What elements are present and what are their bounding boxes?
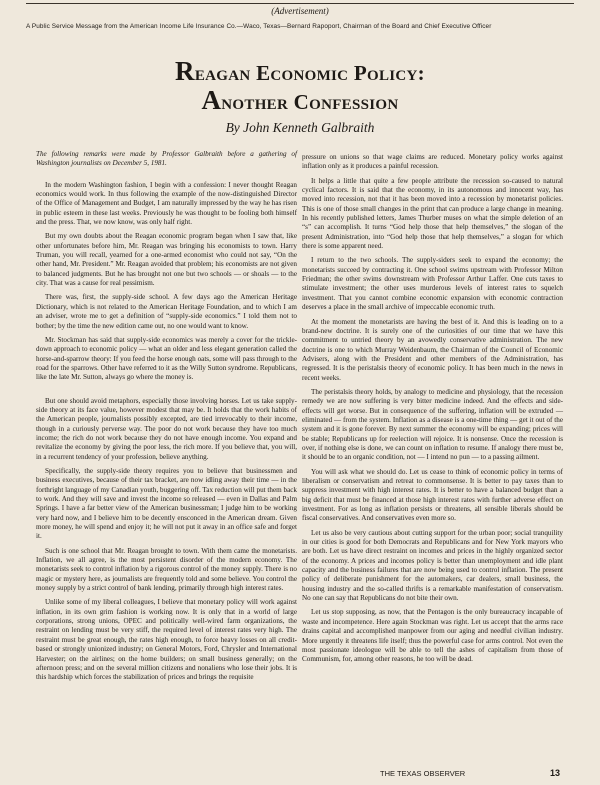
- paragraph: At the moment the monetarists are having the best of it. And this is leading on to a brand-new doctrine. It is surely one of the curiosities of our time that we have this commitment to untried theory by an avowedly conservative administration. The new doctrine is one to which Murray Weidenbaum, the Chairman of the Council of Economic Advisers, along with the President and other members of the Administration, has regressed. It is the peristalsis theory of economic policy. It has been much in the news in recent weeks.: [302, 317, 563, 382]
- publication-name: THE TEXAS OBSERVER: [380, 768, 466, 778]
- byline: By John Kenneth Galbraith: [225, 120, 375, 135]
- page-footer: [380, 768, 560, 778]
- title-line-2: Another Confession: [201, 85, 399, 115]
- paragraph: I return to the two schools. The supply-siders seek to expand the economy; the monetarists succeed by contracting it. One school swims upstream with Professor Milton Friedman; the other swims downstream with Professor Arthur Laffer. One cuts taxes to stimulate investment; the other uses murderous levels of interest rates to squelch investment. That you cannot combine economic expansion with economic contraction deserves a place in the small archive of impeccable economic truth.: [302, 256, 563, 312]
- paragraph: But one should avoid metaphors, especially those involving horses. Let us take supply-side theory at its face value, however modest that may be. It holds that the work habits of the American people, journalists possibly excepted, are tied irrevocably to their income, though in a curiously perverse way. The poor do not work because they have too much income; the rich do not work because they do not have enough income. You expand and revitalize the economy by giving the poor less, the rich more. If you believe that, you will, in a recurrent tendency of your profession, believe anything.: [36, 396, 297, 461]
- paragraph: It helps a little that quite a few people attribute the recession so-caused to natural cyclical factors. It is said that the economy, in its autonomous and innocent way, has moved into recession, not that it has been moved into a recession by monetarist policies. This is one of those small changes in the print that can produce a large change in meaning. In his recently published letters, James Thurber muses on what the simple deletion of an “s” can accomplish. It turns “God help those that help themselves,” the slogan of the present Administration, into “God help those that help themselves,” a slogan for which there is some apparent need.: [302, 176, 563, 251]
- paragraph: Specifically, the supply-side theory requires you to believe that businessmen and business executives, because of their tax bracket, are now idling away their time — in the forthright language of my Canadian youth, buggering off. Tax reduction will put them back to work. And they will save and invest the income so released — even in Dallas and Palm Springs. I have a far better view of the American businessman; I judge him to be working very hard now, and I believe him to be decently ensconced in the American dream. Given more money, he will spend and enjoy it; he will not put it away in an office safe and forget it.: [36, 466, 297, 541]
- page-number: 13: [549, 768, 560, 778]
- paragraph: The peristalsis theory holds, by analogy to medicine and physiology, that the recession remedy we are now suffering is very bitter medicine indeed. And the effects and side-effects will get worse. But in consequence of the suffering, inflation will be extruded — eliminated — from the system. Inflation as a disease is a one-time thing — get it out of the system and it is gone forever. By next summer the economy will be expanding; prices will be stable; Republicans up for reelection will rejoice. It is nonsense. Once the recession is over, if nothing else is done, we can count on inflation to resume. If analogy there must be, it should be to an organic condition, not — I intend no pun — to a passing ailment.: [302, 387, 563, 462]
- paragraph: But my own doubts about the Reagan economic program began when I saw that, like other unfortunates before him, Mr. Reagan was bringing his economists to town. Harry Truman, you will recall, yearned for a one-armed economist who could not say, “On the other hand, Mr. President.” Mr. Reagan avoided that problem; his economists are not given to balanced judgments. But he has brought not one but two schools — or shoals — to the city. That was a cause for real pessimism.: [36, 232, 297, 288]
- paragraph: Such is one school that Mr. Reagan brought to town. With them came the monetarists. Inflation, we all agree, is the most persistent disorder of the modern economy. The monetarists seek to control inflation by a rigorous control of the money supply. There is no magic or mystery here, as journalists are frequently told and some believe. You control the money supply by a strict control of bank lending, primarily through high interest rates.: [36, 546, 297, 593]
- article-title: [26, 58, 574, 116]
- paragraph: pressure on unions so that wage claims are reduced. Monetary policy works against inflation only as it produces a painful recession.: [302, 153, 563, 171]
- left-column: [36, 150, 297, 688]
- paragraph: You will ask what we should do. Let us cease to think of economic policy in terms of liberalism or conservatism and retreat to commonsense. It is better to pay taxes than to suppress investment with high interest rates. It is better to have a balanced budget than a big deficit that must be financed at those high interest rates with further adverse effect on investment. For as long as inflation persists or threatens, all sensible liberals should be fiscal conservatives. And conservatives even more so.: [302, 467, 563, 523]
- intro-note: The following remarks were made by Professor Galbraith before a gathering of Washington journalists on December 5, 1981.: [36, 150, 297, 168]
- paragraph: There was, first, the supply-side school. A few days ago the American Heritage Dictionary, which is not related to the American Heritage Foundation, and to which I am an adviser, wrote me to get a definition of “supply-side economics.” I told them not to bother; by the time the new edition came out, no one would want to know.: [36, 293, 297, 330]
- title-line-1: Reagan Economic Policy:: [175, 56, 425, 86]
- paragraph: Let us stop supposing, as now, that the Pentagon is the only bureaucracy incapable of waste and incompetence. Here again Stockman was right. Let us accept that the arms race drains capital and accomplished manpower from our aging and needful civilian industry. More urgently it threatens life itself; thus the powerful case for arms control. Not even the most passionate ideologue will be able to tell the ashes of capitalism from those of Communism, for, among other reasons, he too will be dead.: [302, 608, 563, 664]
- paragraph: Mr. Stockman has said that supply-side economics was merely a cover for the trickle-down approach to economic policy — what an older and less elegant generation called the horse-and-sparrow theory: If you feed the horse enough oats, some will pass through to the road for the sparrows. Other have referred to it as the Willy Sutton syndrome. Republicans, like the late Mr. Sutton, always go where the money is.: [36, 335, 297, 382]
- paragraph: Unlike some of my liberal colleagues, I believe that monetary policy will work against inflation, in its own grim fashion is working now. It is only that in a world of large corporations, strong unions, OPEC and politically well-wired farm organizations, the restraint on lending must be very stiff, the required level of interest rates very high. The restraint must be great enough, the rates high enough, to force heavy losses on all credit-based or strongly unionized industry; on General Motors, Ford, Chrysler and International Harvester; on the airlines; on the home builders; on small business generally; on the afternoon press; and on the several million citizens and nonaliens who lose their jobs. It is this hardship which forces the stabilization of prices and brings the requisite: [36, 598, 297, 682]
- paragraph: Let us also be very cautious about cutting support for the urban poor; social tranquility in our cities is good for both Democrats and Republicans and for New York mayors who are both. Let us have direct restraint on incomes and prices in the highly organized sector of the economy. A prices and incomes policy is better than unemployment and idle plant capacity and the business failures that are now being used to control inflation. The present policy of deliberate punishment for the automakers, car dealers, small business, the housing industry and the so-called thrifts is a remarkable manifestation of conservatism. No one can say that Republicans do not bite their own.: [302, 528, 563, 603]
- public-service-message: A Public Service Message from the American Income Life Insurance Co.—Waco, Texas—Bernard Rapoport, Chairman of the Board and Chief Executive Officer: [26, 23, 492, 30]
- paragraph: In the modern Washington fashion, I begin with a confession: I never thought Reagan economics would work. In thus following the example of the now-distinguished Director of the Office of Management and Budget, I am naturally impressed by the way he has risen in public esteem in these last weeks. Previously he was thought to be fooling both himself and the press. That, we now know, was only half right.: [36, 180, 297, 227]
- right-column: [302, 153, 563, 670]
- advertisement-label: (Advertisement): [26, 3, 574, 16]
